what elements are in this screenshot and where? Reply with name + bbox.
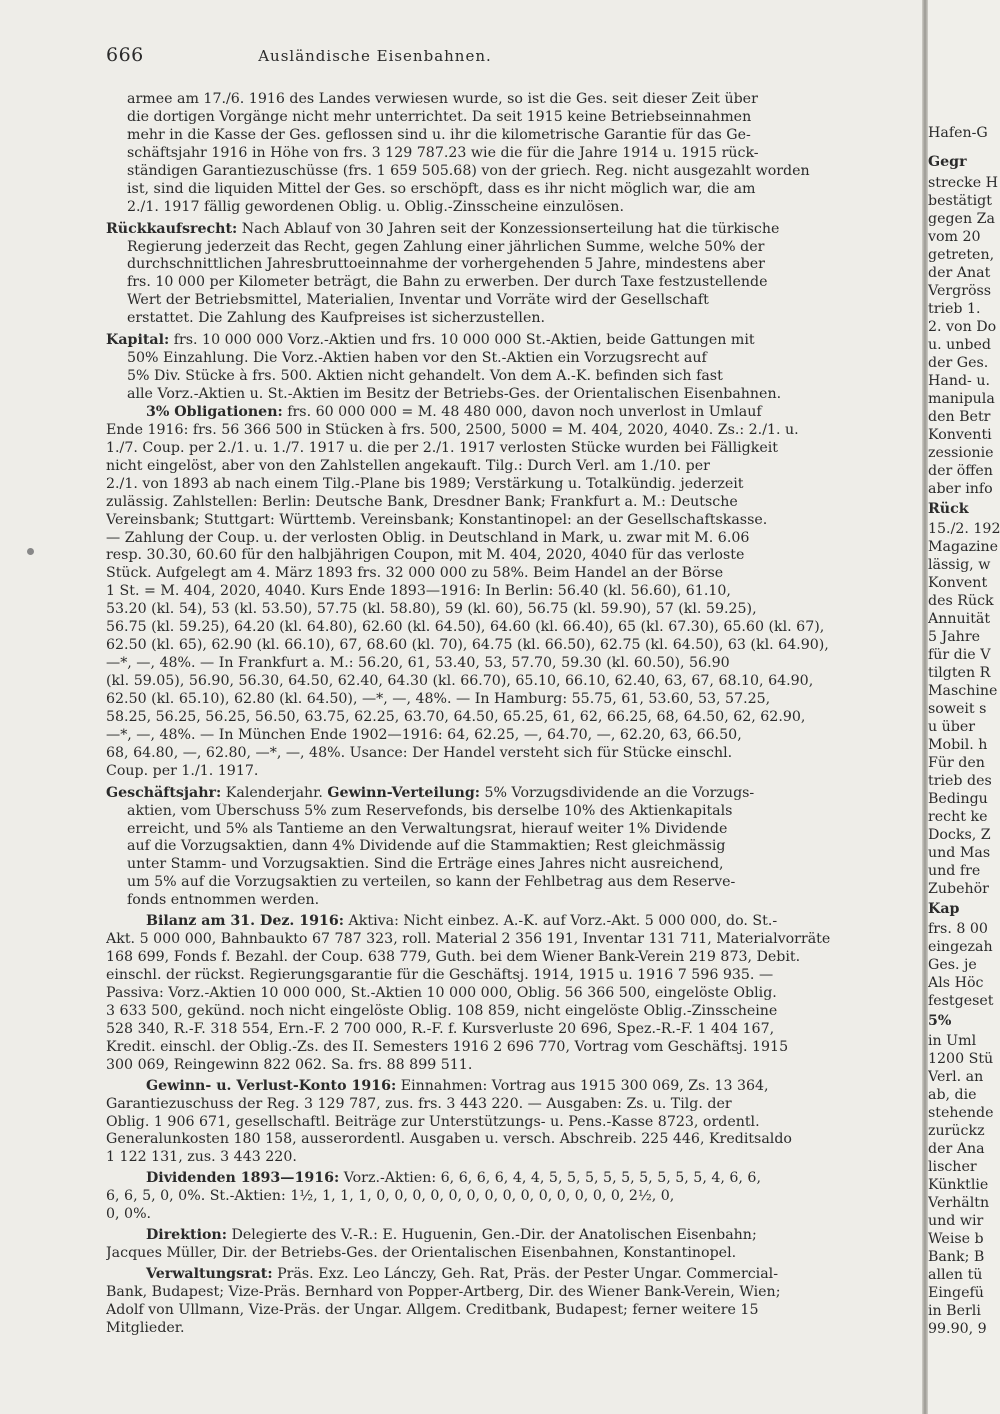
adjacent-page-fragment: Bedingu: [928, 791, 988, 807]
adjacent-page-fragment: Konventi: [928, 427, 992, 443]
line-text: resp. 30.30, 60.60 für den halbjährigen Coupon, mit M. 404, 2020, 4040 für das verloste: [106, 547, 745, 564]
text-line: [106, 1003, 922, 1021]
text-line: [106, 256, 922, 274]
adjacent-page-fragment: Vergröss: [928, 283, 992, 299]
adjacent-page-fragment: der Ges.: [928, 355, 989, 371]
text-line: [106, 292, 922, 310]
text-line: [106, 985, 922, 1003]
text-line: [106, 803, 922, 821]
adjacent-page-edge: [928, 0, 1000, 1414]
adjacent-page-fragment: Docks, Z: [928, 827, 991, 843]
line-text: 3 633 500, gekünd. noch nicht eingelöste Oblig. 108 859, nicht eingelöste Oblig.-Zinsscheine: [106, 1002, 778, 1019]
text-line: [106, 1245, 922, 1263]
line-text: Präs. Exz. Leo Lánczy, Geh. Rat, Präs. der Pester Ungar. Commercial-: [272, 1266, 779, 1282]
line-text: Kalenderjahr.: [221, 784, 328, 801]
text-line: [106, 673, 922, 691]
adjacent-page-fragment: manipula: [928, 391, 995, 407]
adjacent-page-fragment: gegen Za: [928, 211, 995, 227]
line-text: 2./1. 1917 fällig gewordenen Oblig. u. Oblig.-Zinsscheine einzulösen.: [127, 198, 624, 215]
adjacent-page-fragment: und fre: [928, 863, 981, 879]
line-text: armee am 17./6. 1916 des Landes verwiesen wurde, so ist die Ges. seit dieser Zeit über: [127, 91, 758, 107]
adjacent-page-fragment: lässig, w: [928, 557, 991, 573]
line-text: die dortigen Vorgänge nicht mehr unterrichtet. Da seit 1915 keine Betriebseinnahmen: [127, 108, 752, 125]
text-line: [106, 368, 922, 386]
adjacent-page-fragment: und Mas: [928, 845, 991, 861]
adjacent-page-fragment: allen tü: [928, 1267, 983, 1283]
adjacent-page-fragment: stehende: [928, 1105, 994, 1121]
line-text: unter Stamm- und Vorzugsaktien. Sind die Erträge eines Jahres nicht ausreichend,: [127, 856, 724, 873]
text-line: [106, 1302, 922, 1320]
adjacent-page-fragment: Hafen-G: [928, 125, 988, 141]
text-line: [106, 1078, 922, 1096]
text-line: [106, 1170, 922, 1188]
text-line: [106, 350, 922, 368]
line-text: erreicht, und 5% als Tantieme an den Verwaltungsrat, hierauf weiter 1% Dividende: [127, 820, 728, 837]
adjacent-page-fragment: 2. von Do: [928, 319, 997, 335]
adjacent-page-fragment: Gegr: [928, 154, 967, 170]
line-text: Kredit. einschl. der Oblig.-Zs. des II. Semesters 1916 2 696 770, Vortrag vom Geschäftsj. 1915: [106, 1038, 789, 1055]
adjacent-page-fragment: Künktlie: [928, 1177, 989, 1193]
line-text: 6, 6, 5, 0, 0%. St.-Aktien: 1½, 1, 1, 1, 0, 0, 0, 0, 0, 0, 0, 0, 0, 0, 0, 0, 0, 0, 2½, 0,: [106, 1188, 675, 1205]
adjacent-page-fragment: der öffen: [928, 463, 993, 479]
line-text: Delegierte des V.-R.: E. Huguenin, Gen.-Dir. der Anatolischen Eisenbahn;: [226, 1227, 757, 1244]
adjacent-page-fragment: Konvent: [928, 575, 988, 591]
line-text: 56.75 (kl. 59.25), 64.20 (kl. 64.80), 62.60 (kl. 64.50), 64.60 (kl. 66.40), 65 (kl. 67.30), 65.60 (kl. 67),: [106, 619, 825, 636]
text-line: [106, 1131, 922, 1149]
adjacent-page-fragment: Kap: [928, 901, 960, 917]
line-text: Oblig. 1 906 671, gesellschaftl. Beiträge zur Unterstützungs- u. Pens.-Kasse 8723, ordentl.: [106, 1113, 760, 1130]
line-text: fonds entnommen werden.: [127, 892, 320, 909]
adjacent-page-fragment: trieb des: [928, 773, 992, 789]
line-text: 2./1. von 1893 ab nach einem Tilg.-Plane bis 1989; Verstärkung u. Totalkündig. jederzeit: [106, 475, 744, 492]
text-line: [106, 655, 922, 673]
text-line: [106, 821, 922, 839]
running-title: Ausländische Eisenbahnen.: [258, 47, 492, 65]
page-header: [0, 44, 922, 74]
line-text: 58.25, 56.25, 56.25, 56.50, 63.75, 62.25, 63.70, 64.50, 65.25, 61, 62, 66.25, 68, 64.50, 62, 62.90,: [106, 708, 806, 725]
text-line: [106, 727, 922, 745]
line-text: 528 340, R.-F. 318 554, Ern.-F. 2 700 000, R.-F. f. Kursverluste 20 696, Spez.-R.-F. 1 404 167,: [106, 1020, 775, 1037]
adjacent-page-fragment: festgeset: [928, 993, 994, 1009]
text-line: [106, 1227, 922, 1245]
adjacent-page-fragment: der Anat: [928, 265, 991, 281]
adjacent-page-fragment: Ges. je: [928, 957, 977, 973]
line-text: 62.50 (kl. 65), 62.90 (kl. 66.10), 67, 68.60 (kl. 70), 64.75 (kl. 66.50), 62.75 (kl. 64.50), 63 (kl. 64.90),: [106, 637, 829, 654]
line-text: Stück. Aufgelegt am 4. März 1893 frs. 32 000 000 zu 58%. Beim Handel an der Börse: [106, 565, 724, 582]
line-text: Bank, Budapest; Vize-Präs. Bernhard von Popper-Artberg, Dir. des Wiener Bank-Verein, Wien;: [106, 1283, 781, 1300]
line-text: nicht eingelöst, aber von den Zahlstellen angekauft. Tilg.: Durch Verl. am 1./10. per: [106, 457, 710, 474]
text-line: [106, 181, 922, 199]
section-heading: Dividenden 1893—1916:: [146, 1170, 340, 1187]
line-text: Akt. 5 000 000, Bahnbaukto 67 787 323, roll. Material 2 356 191, Inventar 131 711, Materialvorräte: [106, 931, 831, 948]
adjacent-page-fragment: Als Höc: [928, 975, 984, 991]
text-line: [106, 127, 922, 145]
line-text: 0, 0%.: [106, 1206, 152, 1223]
line-text: Mitglieder.: [106, 1319, 185, 1336]
line-text: Generalunkosten 180 158, ausserordentl. Ausgaben u. versch. Abschreib. 225 446, Kreditsaldo: [106, 1131, 792, 1148]
text-line: [106, 440, 922, 458]
adjacent-page-fragment: frs. 8 00: [928, 921, 988, 937]
adjacent-page-fragment: zurückz: [928, 1123, 985, 1139]
page-number: 666: [106, 44, 144, 66]
line-text: Regierung jederzeit das Recht, gegen Zahlung einer jährlichen Summe, welche 50% der: [127, 238, 765, 255]
text-line: [106, 637, 922, 655]
section-heading: Geschäftsjahr:: [106, 784, 222, 801]
adjacent-page-fragment: u. unbed: [928, 337, 991, 353]
text-line: [106, 1206, 922, 1224]
section-heading: Gewinn-Verteilung:: [327, 784, 481, 801]
text-line: [106, 931, 922, 949]
adjacent-page-fragment: Weise b: [928, 1231, 984, 1247]
text-line: [106, 838, 922, 856]
line-text: 50% Einzahlung. Die Vorz.-Aktien haben vor den St.-Aktien ein Vorzugsrecht auf: [127, 350, 707, 367]
line-text: ist, sind die liquiden Mittel der Ges. so erschöpft, dass es ihr nicht möglich war, die am: [127, 180, 756, 197]
body-text: [106, 91, 922, 1338]
text-line: [106, 913, 922, 931]
text-line: [106, 856, 922, 874]
adjacent-page-fragment: des Rück: [928, 593, 994, 609]
text-line: [106, 386, 922, 404]
line-text: Ende 1916: frs. 56 366 500 in Stücken à frs. 500, 2500, 5000 = M. 404, 2020, 4040. Zs.: 2./1. u.: [106, 421, 799, 438]
text-line: [106, 583, 922, 601]
line-text: (kl. 59.05), 56.90, 56.30, 64.50, 62.40, 64.30 (kl. 66.70), 65.10, 66.10, 62.40, 63, 67, 68.10, 64.90,: [106, 673, 814, 689]
text-line: [106, 565, 922, 583]
line-text: Nach Ablauf von 30 Jahren seit der Konzessionserteilung hat die türkische: [237, 220, 780, 237]
adjacent-page-fragment: 99.90, 9: [928, 1321, 987, 1337]
adjacent-page-fragment: den Betr: [928, 409, 991, 425]
line-text: 1 St. = M. 404, 2020, 4040. Kurs Ende 1893—1916: In Berlin: 56.40 (kl. 56.60), 61.10,: [106, 583, 731, 600]
adjacent-page-fragment: tilgten R: [928, 665, 991, 681]
line-text: einschl. der rückst. Regierungsgarantie für die Geschäftsj. 1914, 1915 u. 1916 7 596 935. —: [106, 967, 774, 983]
line-text: Vereinsbank; Stuttgart: Württemb. Vereinsbank; Konstantinopel: an der Gesellschaftskasse.: [106, 511, 768, 528]
text-line: [106, 1021, 922, 1039]
text-line: [106, 332, 922, 350]
line-text: 5% Div. Stücke à frs. 500. Aktien nicht gehandelt. Von dem A.-K. befinden sich fast: [127, 368, 723, 385]
adjacent-page-fragment: bestätigt: [928, 193, 992, 209]
adjacent-page-fragment: Verhältn: [928, 1195, 990, 1211]
text-line: [106, 145, 922, 163]
section-heading: Kapital:: [106, 332, 170, 349]
text-line: [106, 91, 922, 109]
adjacent-page-fragment: vom 20: [928, 229, 981, 245]
text-line: [106, 163, 922, 181]
text-line: [106, 1149, 922, 1167]
adjacent-page-fragment: in Berli: [928, 1303, 981, 1319]
line-text: ständigen Garantiezuschüsse (frs. 1 659 505.68) von der griech. Reg. nicht ausgezahlt worden: [127, 162, 810, 179]
text-line: [106, 221, 922, 239]
line-text: —*, —, 48%. — In Frankfurt a. M.: 56.20, 61, 53.40, 53, 57.70, 59.30 (kl. 60.50), 56.90: [106, 655, 730, 672]
section-heading: Verwaltungsrat:: [146, 1266, 273, 1282]
line-text: frs. 60 000 000 = M. 48 480 000, davon noch unverlost in Umlauf: [282, 403, 762, 420]
line-text: durchschnittlichen Jahresbruttoeinnahme der vorhergehenden 5 Jahre, mindestens aber: [127, 256, 765, 273]
text-line: [106, 745, 922, 763]
line-text: 68, 64.80, —, 62.80, —*, —, 48%. Usance: Der Handel versteht sich für Stücke einschl.: [106, 744, 733, 761]
text-line: [106, 310, 922, 328]
text-line: [106, 274, 922, 292]
line-text: Aktiva: Nicht einbez. A.-K. auf Vorz.-Akt. 5 000 000, do. St.-: [344, 913, 778, 930]
adjacent-page-fragment: 15./2. 192: [928, 521, 1000, 537]
text-line: [106, 547, 922, 565]
adjacent-page-fragment: trieb 1.: [928, 301, 981, 317]
adjacent-page-fragment: Eingefü: [928, 1285, 984, 1301]
adjacent-page-fragment: recht ke: [928, 809, 988, 825]
section-heading: Rückkaufsrecht:: [106, 220, 238, 237]
line-text: — Zahlung der Coup. u. der verlosten Oblig. in Deutschland in Mark, u. zwar mit M. 6.06: [106, 529, 750, 546]
adjacent-page-fragment: 1200 Stü: [928, 1051, 994, 1067]
text-line: [106, 1057, 922, 1075]
text-line: [106, 404, 922, 422]
adjacent-page-fragment: Annuität: [928, 611, 991, 627]
paper-speck: [27, 548, 34, 555]
adjacent-page-fragment: 5%: [928, 1013, 952, 1029]
adjacent-page-fragment: und wir: [928, 1213, 984, 1229]
adjacent-page-fragment: Mobil. h: [928, 737, 988, 753]
line-text: frs. 10 000 per Kilometer beträgt, die Bahn zu erwerben. Der durch Taxe festzustellende: [127, 274, 768, 291]
text-line: [106, 476, 922, 494]
adjacent-page-fragment: Rück: [928, 501, 969, 517]
line-text: erstattet. Die Zahlung des Kaufpreises ist sicherzustellen.: [127, 310, 546, 327]
line-text: 1 122 131, zus. 3 443 220.: [106, 1149, 297, 1166]
text-line: [106, 512, 922, 530]
line-text: frs. 10 000 000 Vorz.-Aktien und frs. 10 000 000 St.-Aktien, beide Gattungen mit: [169, 332, 755, 349]
line-text: aktien, vom Überschuss 5% zum Reservefonds, bis derselbe 10% des Aktienkapitals: [127, 802, 733, 819]
adjacent-page-fragment: Maschine: [928, 683, 998, 699]
adjacent-page-fragment: Magazine: [928, 539, 999, 555]
section-heading: Direktion:: [146, 1227, 227, 1244]
line-text: Einnahmen: Vortrag aus 1915 300 069, Zs. 13 364,: [396, 1077, 769, 1094]
text-line: [106, 458, 922, 476]
text-line: [106, 239, 922, 257]
adjacent-page-fragment: der Ana: [928, 1141, 985, 1157]
text-line: [106, 1284, 922, 1302]
line-text: um 5% auf die Vorzugsaktien zu verteilen, so kann der Fehlbetrag aus dem Reserve-: [127, 874, 736, 891]
line-text: alle Vorz.-Aktien u. St.-Aktien im Besitz der Betriebs-Ges. der Orientalischen Eisenbahnen.: [127, 386, 782, 402]
text-line: [106, 422, 922, 440]
text-line: [106, 494, 922, 512]
adjacent-page-fragment: aber info: [928, 481, 993, 497]
line-text: 62.50 (kl. 65.10), 62.80 (kl. 64.50), —*, —, 48%. — In Hamburg: 55.75, 61, 53.60, 53, 57.25,: [106, 690, 771, 707]
text-line: [106, 892, 922, 910]
adjacent-page-fragment: eingezah: [928, 939, 993, 955]
text-line: [106, 1039, 922, 1057]
section-heading: 3% Obligationen:: [146, 403, 283, 420]
text-line: [106, 199, 922, 217]
line-text: 300 069, Reingewinn 822 062. Sa. frs. 88 899 511.: [106, 1056, 473, 1073]
text-line: [106, 109, 922, 127]
text-line: [106, 874, 922, 892]
text-line: [106, 619, 922, 637]
adjacent-page-fragment: getreten,: [928, 247, 995, 263]
text-line: [106, 785, 922, 803]
text-line: [106, 763, 922, 781]
line-text: Adolf von Ullmann, Vize-Präs. der Ungar. Allgem. Creditbank, Budapest; ferner weitere 15: [106, 1301, 759, 1318]
text-line: [106, 949, 922, 967]
line-text: Coup. per 1./1. 1917.: [106, 762, 259, 779]
text-line: [106, 530, 922, 548]
line-text: zulässig. Zahlstellen: Berlin: Deutsche Bank, Dresdner Bank; Frankfurt a. M.: Deutsche: [106, 493, 738, 510]
line-text: 1./7. Coup. per 2./1. u. 1./7. 1917 u. die per 2./1. 1917 verlosten Stücke wurden bei Fälligkeit: [106, 439, 778, 456]
line-text: —*, —, 48%. — In München Ende 1902—1916: 64, 62.25, —, 64.70, —, 62.20, 63, 66.50,: [106, 726, 742, 743]
adjacent-page-fragment: lischer: [928, 1159, 977, 1175]
adjacent-page-fragment: Für den: [928, 755, 985, 771]
line-text: Jacques Müller, Dir. der Betriebs-Ges. der Orientalischen Eisenbahnen, Konstantinopel.: [106, 1245, 737, 1262]
adjacent-page-fragment: in Uml: [928, 1033, 977, 1049]
adjacent-page-fragment: Zubehör: [928, 881, 989, 897]
text-line: [106, 1320, 922, 1338]
text-line: [106, 1188, 922, 1206]
adjacent-page-fragment: u über: [928, 719, 976, 735]
text-line: [106, 1114, 922, 1132]
text-line: [106, 967, 922, 985]
adjacent-page-fragment: zessionie: [928, 445, 994, 461]
adjacent-page-fragment: Bank; B: [928, 1249, 985, 1265]
line-text: auf die Vorzugsaktien, dann 4% Dividende auf die Stammaktien; Rest gleichmässig: [127, 838, 726, 855]
line-text: 168 699, Fonds f. Bezahl. der Coup. 638 779, Guth. bei dem Wiener Bank-Verein 219 873, Debit.: [106, 949, 801, 966]
adjacent-page-fragment: für die V: [928, 647, 991, 663]
adjacent-page-fragment: strecke H: [928, 175, 998, 191]
section-heading: Bilanz am 31. Dez. 1916:: [146, 913, 345, 930]
section-heading: Gewinn- u. Verlust-Konto 1916:: [146, 1077, 397, 1094]
text-line: [106, 601, 922, 619]
text-line: [106, 709, 922, 727]
line-text: mehr in die Kasse der Ges. geflossen sind u. ihr die kilometrische Garantie für das Ge-: [127, 126, 751, 143]
text-line: [106, 1266, 922, 1284]
line-text: schäftsjahr 1916 in Höhe von frs. 3 129 787.23 wie die für die Jahre 1914 u. 1915 rück-: [127, 144, 759, 161]
line-text: Garantiezuschuss der Reg. 3 129 787, zus. frs. 3 443 220. — Ausgaben: Zs. u. Tilg. der: [106, 1095, 732, 1112]
adjacent-page-fragment: Verl. an: [928, 1069, 984, 1085]
adjacent-page-fragment: Hand- u.: [928, 373, 991, 389]
line-text: 5% Vorzugsdividende an die Vorzugs-: [480, 784, 755, 801]
adjacent-page-fragment: 5 Jahre: [928, 629, 980, 645]
adjacent-page-fragment: soweit s: [928, 701, 987, 717]
line-text: Wert der Betriebsmittel, Materialien, Inventar und Vorräte wird der Gesellschaft: [127, 292, 709, 309]
line-text: 53.20 (kl. 54), 53 (kl. 53.50), 57.75 (kl. 58.80), 59 (kl. 60), 56.75 (kl. 59.90), 57 (kl. 59.25),: [106, 601, 757, 618]
text-line: [106, 1096, 922, 1114]
line-text: Passiva: Vorz.-Aktien 10 000 000, St.-Aktien 10 000 000, Oblig. 56 366 500, eingelöste Oblig.: [106, 984, 777, 1001]
line-text: Vorz.-Aktien: 6, 6, 6, 6, 4, 4, 5, 5, 5, 5, 5, 5, 5, 5, 5, 4, 6, 6,: [339, 1170, 761, 1187]
adjacent-page-fragment: ab, die: [928, 1087, 977, 1103]
text-line: [106, 691, 922, 709]
